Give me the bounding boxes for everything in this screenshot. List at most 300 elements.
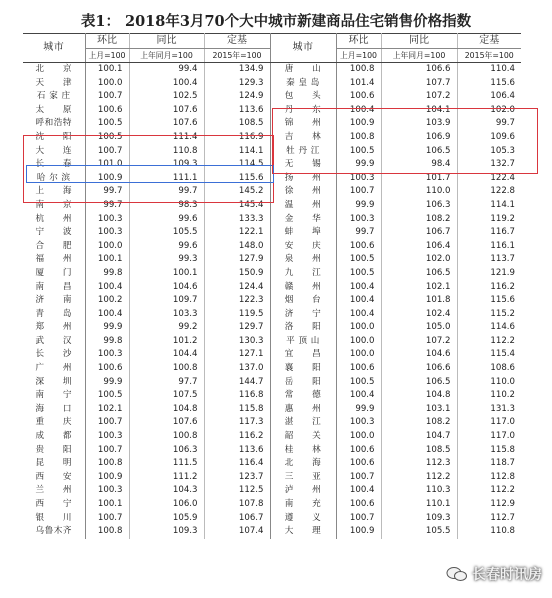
- watermark: [446, 564, 542, 584]
- base-cell: 119.2: [457, 213, 521, 227]
- yoy-cell: 112.2: [381, 471, 457, 485]
- base-cell: 137.0: [204, 362, 270, 376]
- base-cell: 114.1: [204, 145, 270, 159]
- mom-cell: 100.4: [97, 281, 123, 292]
- header-city-right: 城市: [270, 34, 336, 63]
- base-cell: 116.7: [457, 226, 521, 240]
- mom-cell: 100.6: [349, 458, 375, 469]
- yoy-cell: 104.1: [381, 104, 457, 118]
- table-row: [23, 117, 521, 131]
- city-cell: 金 华: [270, 213, 336, 227]
- base-cell: 122.4: [457, 172, 521, 186]
- yoy-cell: 107.2: [381, 335, 457, 349]
- mom-cell: 100.6: [349, 240, 375, 251]
- base-cell: 106.4: [457, 90, 521, 104]
- yoy-cell: 101.7: [381, 172, 457, 186]
- mom-cell: 100.3: [349, 172, 375, 183]
- yoy-cell: 103.9: [381, 117, 457, 131]
- mom-cell: 100.1: [97, 499, 123, 509]
- header-mom-right: 环比: [336, 34, 381, 49]
- base-cell: 116.9: [204, 131, 270, 145]
- mom-cell: 100.0: [349, 322, 375, 333]
- base-cell: 108.6: [457, 362, 521, 376]
- base-cell: 124.4: [204, 281, 270, 295]
- city-cell: 韶 关: [270, 430, 336, 444]
- table-row: [23, 348, 521, 362]
- header-base: 定基: [204, 34, 270, 49]
- city-cell: 北 海: [270, 457, 336, 471]
- table-row: [23, 294, 521, 308]
- yoy-cell: 105.5: [129, 226, 204, 240]
- base-cell: 148.0: [204, 240, 270, 254]
- mom-cell: 100.9: [349, 526, 375, 537]
- table-row: [23, 403, 521, 417]
- base-cell: 112.9: [457, 498, 521, 512]
- table-row: [23, 362, 521, 376]
- table-row: [23, 308, 521, 322]
- city-cell: 石 家 庄: [23, 90, 85, 104]
- sub-mom: 上月=100: [85, 49, 129, 63]
- yoy-cell: 108.5: [381, 444, 457, 458]
- yoy-cell: 105.5: [381, 525, 457, 539]
- base-cell: 121.9: [457, 267, 521, 281]
- city-cell: 成 都: [23, 430, 85, 444]
- yoy-cell: 105.9: [129, 512, 204, 526]
- table-row: [23, 253, 521, 267]
- city-cell: 徐 州: [270, 185, 336, 199]
- base-cell: 112.5: [204, 484, 270, 498]
- table-row: [23, 104, 521, 118]
- mom-cell: 100.3: [349, 213, 375, 224]
- header-mom: 环比: [85, 34, 129, 49]
- yoy-cell: 99.6: [129, 240, 204, 254]
- base-cell: 131.3: [457, 403, 521, 417]
- yoy-cell: 104.7: [381, 430, 457, 444]
- base-cell: 108.5: [204, 117, 270, 131]
- mom-cell: 100.0: [97, 240, 123, 251]
- yoy-cell: 106.3: [381, 199, 457, 213]
- yoy-cell: 103.3: [129, 308, 204, 322]
- base-cell: 127.1: [204, 348, 270, 362]
- yoy-cell: 98.3: [129, 199, 204, 213]
- watermark-text: 长春时讯房: [472, 567, 542, 583]
- city-cell: 济 宁: [270, 308, 336, 322]
- sub-mom-right: 上月=100: [336, 49, 381, 63]
- yoy-cell: 98.4: [381, 158, 457, 172]
- yoy-cell: 97.7: [129, 376, 204, 390]
- mom-cell: 99.7: [103, 199, 123, 210]
- table-row: [23, 416, 521, 430]
- yoy-cell: 109.3: [381, 512, 457, 526]
- sub-yoy-right: 上年同月=100: [381, 49, 457, 63]
- base-cell: 115.6: [457, 77, 521, 91]
- base-cell: 107.8: [204, 498, 270, 512]
- base-cell: 109.6: [457, 131, 521, 145]
- yoy-cell: 106.5: [381, 145, 457, 159]
- mom-cell: 100.8: [349, 64, 375, 74]
- header-row-groups: [23, 34, 521, 49]
- yoy-cell: 104.6: [129, 281, 204, 295]
- base-cell: 115.6: [457, 294, 521, 308]
- yoy-cell: 102.5: [129, 90, 204, 104]
- city-cell: 包 头: [270, 90, 336, 104]
- base-cell: 145.4: [204, 199, 270, 213]
- yoy-cell: 107.7: [381, 77, 457, 91]
- yoy-cell: 106.0: [129, 498, 204, 512]
- table-row: [23, 172, 521, 186]
- city-cell: 乌鲁木齐: [23, 525, 85, 539]
- table-row: [23, 444, 521, 458]
- base-cell: 115.4: [457, 348, 521, 362]
- city-cell: 平 顶 山: [270, 335, 336, 349]
- table-row: [23, 145, 521, 159]
- base-cell: 133.3: [204, 213, 270, 227]
- yoy-cell: 109.3: [129, 525, 204, 539]
- mom-cell: 100.9: [97, 172, 123, 183]
- city-cell: 深 圳: [23, 376, 85, 390]
- city-cell: 贵 阳: [23, 444, 85, 458]
- header-yoy-right: 同比: [381, 34, 457, 49]
- city-cell: 吉 林: [270, 131, 336, 145]
- city-cell: 沈 阳: [23, 131, 85, 145]
- yoy-cell: 107.6: [129, 104, 204, 118]
- city-cell: 郑 州: [23, 321, 85, 335]
- base-cell: 115.8: [457, 444, 521, 458]
- table-row: [23, 240, 521, 254]
- base-cell: 110.8: [457, 525, 521, 539]
- base-cell: 116.2: [457, 281, 521, 295]
- mom-cell: 99.7: [103, 186, 123, 197]
- base-cell: 129.7: [204, 321, 270, 335]
- table-row: [23, 158, 521, 172]
- mom-cell: 100.5: [349, 376, 375, 387]
- city-cell: 桂 林: [270, 444, 336, 458]
- wechat-icon: [446, 566, 468, 582]
- base-cell: 119.5: [204, 308, 270, 322]
- city-cell: 惠 州: [270, 403, 336, 417]
- city-cell: 蚌 埠: [270, 226, 336, 240]
- mom-cell: 100.3: [97, 349, 123, 360]
- mom-cell: 100.6: [349, 363, 375, 374]
- mom-cell: 100.3: [97, 213, 123, 224]
- yoy-cell: 99.2: [129, 321, 204, 335]
- city-cell: 大 连: [23, 145, 85, 159]
- yoy-cell: 101.2: [129, 335, 204, 349]
- table-row: [23, 77, 521, 91]
- base-cell: 117.0: [457, 416, 521, 430]
- mom-cell: 100.3: [97, 485, 123, 496]
- base-cell: 114.5: [204, 158, 270, 172]
- base-cell: 132.7: [457, 158, 521, 172]
- yoy-cell: 109.7: [129, 294, 204, 308]
- city-cell: 北 京: [23, 63, 85, 77]
- city-cell: 唐 山: [270, 63, 336, 77]
- mom-cell: 99.9: [103, 376, 123, 387]
- yoy-cell: 111.1: [129, 172, 204, 186]
- city-cell: 西 宁: [23, 498, 85, 512]
- city-cell: 泉 州: [270, 253, 336, 267]
- base-cell: 150.9: [204, 267, 270, 281]
- city-cell: 海 口: [23, 403, 85, 417]
- mom-cell: 101.0: [97, 159, 123, 170]
- table-row: [23, 498, 521, 512]
- city-cell: 青 岛: [23, 308, 85, 322]
- city-cell: 岳 阳: [270, 376, 336, 390]
- yoy-cell: 107.5: [129, 389, 204, 403]
- base-cell: 122.8: [457, 185, 521, 199]
- city-cell: 天 津: [23, 77, 85, 91]
- city-cell: 温 州: [270, 199, 336, 213]
- city-cell: 牡 丹 江: [270, 145, 336, 159]
- table-row: [23, 267, 521, 281]
- yoy-cell: 108.2: [381, 213, 457, 227]
- base-cell: 110.4: [457, 63, 521, 77]
- mom-cell: 100.6: [97, 363, 123, 374]
- city-cell: 无 锡: [270, 158, 336, 172]
- mom-cell: 99.9: [103, 322, 123, 333]
- base-cell: 115.6: [204, 172, 270, 186]
- mom-cell: 100.7: [349, 186, 375, 197]
- yoy-cell: 106.5: [381, 267, 457, 281]
- mom-cell: 100.4: [97, 308, 123, 319]
- mom-cell: 99.8: [103, 267, 123, 278]
- header-city: 城市: [23, 34, 85, 63]
- table-row: [23, 321, 521, 335]
- base-cell: 112.2: [457, 484, 521, 498]
- city-cell: 赣 州: [270, 281, 336, 295]
- mom-cell: 100.7: [349, 512, 375, 523]
- table-row: [23, 131, 521, 145]
- city-cell: 兰 州: [23, 484, 85, 498]
- yoy-cell: 101.8: [381, 294, 457, 308]
- mom-cell: 100.8: [97, 526, 123, 537]
- city-cell: 襄 阳: [270, 362, 336, 376]
- city-cell: 昆 明: [23, 457, 85, 471]
- base-cell: 127.9: [204, 253, 270, 267]
- city-cell: 安 庆: [270, 240, 336, 254]
- city-cell: 银 川: [23, 512, 85, 526]
- table-row: [23, 389, 521, 403]
- table-row: [23, 90, 521, 104]
- base-cell: 122.3: [204, 294, 270, 308]
- yoy-cell: 107.2: [381, 90, 457, 104]
- city-cell: 三 亚: [270, 471, 336, 485]
- yoy-cell: 102.0: [381, 253, 457, 267]
- base-cell: 116.2: [204, 430, 270, 444]
- base-cell: 106.7: [204, 512, 270, 526]
- base-cell: 115.2: [457, 308, 521, 322]
- base-cell: 114.1: [457, 199, 521, 213]
- yoy-cell: 100.8: [129, 430, 204, 444]
- yoy-cell: 106.6: [381, 362, 457, 376]
- table-row: [23, 484, 521, 498]
- table-row: [23, 512, 521, 526]
- mom-cell: 100.0: [97, 77, 123, 88]
- city-cell: 长 沙: [23, 348, 85, 362]
- table-row: [23, 213, 521, 227]
- mom-cell: 100.0: [349, 431, 375, 442]
- mom-cell: 101.4: [349, 77, 375, 88]
- base-cell: 112.8: [457, 471, 521, 485]
- base-cell: 112.2: [457, 335, 521, 349]
- yoy-cell: 104.6: [381, 348, 457, 362]
- base-cell: 122.1: [204, 226, 270, 240]
- mom-cell: 100.0: [349, 349, 375, 360]
- base-cell: 105.3: [457, 145, 521, 159]
- table-row: [23, 335, 521, 349]
- base-cell: 117.3: [204, 416, 270, 430]
- yoy-cell: 100.8: [129, 362, 204, 376]
- mom-cell: 100.7: [97, 145, 123, 156]
- table-row: [23, 525, 521, 539]
- yoy-cell: 110.1: [381, 498, 457, 512]
- mom-cell: 100.0: [349, 335, 375, 346]
- yoy-cell: 109.3: [129, 158, 204, 172]
- table-row: [23, 199, 521, 213]
- base-cell: 99.7: [457, 117, 521, 131]
- table-row: [23, 376, 521, 390]
- city-cell: 秦 皇 岛: [270, 77, 336, 91]
- yoy-cell: 111.4: [129, 131, 204, 145]
- base-cell: 129.3: [204, 77, 270, 91]
- mom-cell: 100.7: [97, 91, 123, 102]
- yoy-cell: 106.4: [381, 240, 457, 254]
- mom-cell: 100.4: [349, 104, 375, 115]
- city-cell: 九 江: [270, 267, 336, 281]
- base-cell: 117.0: [457, 430, 521, 444]
- yoy-cell: 111.5: [129, 457, 204, 471]
- mom-cell: 100.1: [97, 64, 123, 74]
- city-cell: 大 理: [270, 525, 336, 539]
- yoy-cell: 112.3: [381, 457, 457, 471]
- base-cell: 112.7: [457, 512, 521, 526]
- mom-cell: 100.1: [97, 254, 123, 265]
- yoy-cell: 110.3: [381, 484, 457, 498]
- mom-cell: 100.8: [349, 131, 375, 142]
- yoy-cell: 106.5: [381, 376, 457, 390]
- base-cell: 123.7: [204, 471, 270, 485]
- price-index-table: [23, 33, 521, 539]
- city-cell: 扬 州: [270, 172, 336, 186]
- city-cell: 南 京: [23, 199, 85, 213]
- mom-cell: 100.5: [349, 267, 375, 278]
- city-cell: 厦 门: [23, 267, 85, 281]
- mom-cell: 100.5: [349, 254, 375, 265]
- city-cell: 宁 波: [23, 226, 85, 240]
- yoy-cell: 103.1: [381, 403, 457, 417]
- mom-cell: 100.7: [97, 417, 123, 428]
- city-cell: 长 春: [23, 158, 85, 172]
- yoy-cell: 102.1: [381, 281, 457, 295]
- mom-cell: 100.5: [97, 390, 123, 401]
- city-cell: 武 汉: [23, 335, 85, 349]
- table-row: [23, 471, 521, 485]
- yoy-cell: 110.8: [129, 145, 204, 159]
- yoy-cell: 104.4: [129, 348, 204, 362]
- mom-cell: 100.9: [97, 471, 123, 482]
- base-cell: 110.2: [457, 389, 521, 403]
- base-cell: 134.9: [204, 63, 270, 77]
- mom-cell: 100.8: [97, 458, 123, 469]
- mom-cell: 100.6: [349, 444, 375, 455]
- city-cell: 南 昌: [23, 281, 85, 295]
- base-cell: 113.6: [204, 444, 270, 458]
- city-cell: 福 州: [23, 253, 85, 267]
- mom-cell: 99.9: [355, 199, 375, 210]
- yoy-cell: 99.6: [129, 213, 204, 227]
- mom-cell: 100.7: [97, 444, 123, 455]
- mom-cell: 100.5: [97, 118, 123, 129]
- city-cell: 丹 东: [270, 104, 336, 118]
- city-cell: 湛 江: [270, 416, 336, 430]
- mom-cell: 100.3: [349, 417, 375, 428]
- base-cell: 114.6: [457, 321, 521, 335]
- city-cell: 烟 台: [270, 294, 336, 308]
- city-cell: 西 安: [23, 471, 85, 485]
- mom-cell: 100.4: [349, 485, 375, 496]
- mom-cell: 100.7: [349, 471, 375, 482]
- mom-cell: 100.4: [349, 295, 375, 306]
- mom-cell: 100.6: [97, 104, 123, 115]
- yoy-cell: 104.8: [129, 403, 204, 417]
- table-title: 表1： 2018年3月70个大中城市新建商品住宅销售价格指数: [80, 13, 472, 30]
- yoy-cell: 104.8: [381, 389, 457, 403]
- mom-cell: 100.4: [349, 390, 375, 401]
- mom-cell: 100.6: [349, 499, 375, 509]
- city-cell: 宜 昌: [270, 348, 336, 362]
- city-cell: 锦 州: [270, 117, 336, 131]
- mom-cell: 100.7: [97, 512, 123, 523]
- sub-base-right: 2015年=100: [457, 49, 521, 63]
- yoy-cell: 108.2: [381, 416, 457, 430]
- yoy-cell: 100.4: [129, 77, 204, 91]
- city-cell: 太 原: [23, 104, 85, 118]
- base-cell: 124.9: [204, 90, 270, 104]
- yoy-cell: 110.0: [381, 185, 457, 199]
- yoy-cell: 102.4: [381, 308, 457, 322]
- city-cell: 南 充: [270, 498, 336, 512]
- city-cell: 哈 尔 滨: [23, 172, 85, 186]
- mom-cell: 99.8: [103, 335, 123, 346]
- city-cell: 济 南: [23, 294, 85, 308]
- base-cell: 115.8: [204, 403, 270, 417]
- mom-cell: 100.4: [349, 308, 375, 319]
- table-row: [23, 226, 521, 240]
- base-cell: 102.0: [457, 104, 521, 118]
- yoy-cell: 107.6: [129, 416, 204, 430]
- base-cell: 110.0: [457, 376, 521, 390]
- mom-cell: 100.4: [349, 281, 375, 292]
- table-row: [23, 63, 521, 77]
- sub-yoy: 上年同月=100: [129, 49, 204, 63]
- sub-base: 2015年=100: [204, 49, 270, 63]
- mom-cell: 100.2: [97, 295, 123, 306]
- city-cell: 常 德: [270, 389, 336, 403]
- yoy-cell: 111.2: [129, 471, 204, 485]
- mom-cell: 99.7: [355, 227, 375, 238]
- yoy-cell: 100.1: [129, 267, 204, 281]
- table-row: [23, 185, 521, 199]
- city-cell: 杭 州: [23, 213, 85, 227]
- mom-cell: 100.9: [349, 118, 375, 129]
- mom-cell: 100.5: [97, 131, 123, 142]
- mom-cell: 99.9: [355, 159, 375, 170]
- city-cell: 合 肥: [23, 240, 85, 254]
- mom-cell: 100.6: [349, 91, 375, 102]
- base-cell: 145.2: [204, 185, 270, 199]
- mom-cell: 99.9: [355, 403, 375, 414]
- table-row: [23, 430, 521, 444]
